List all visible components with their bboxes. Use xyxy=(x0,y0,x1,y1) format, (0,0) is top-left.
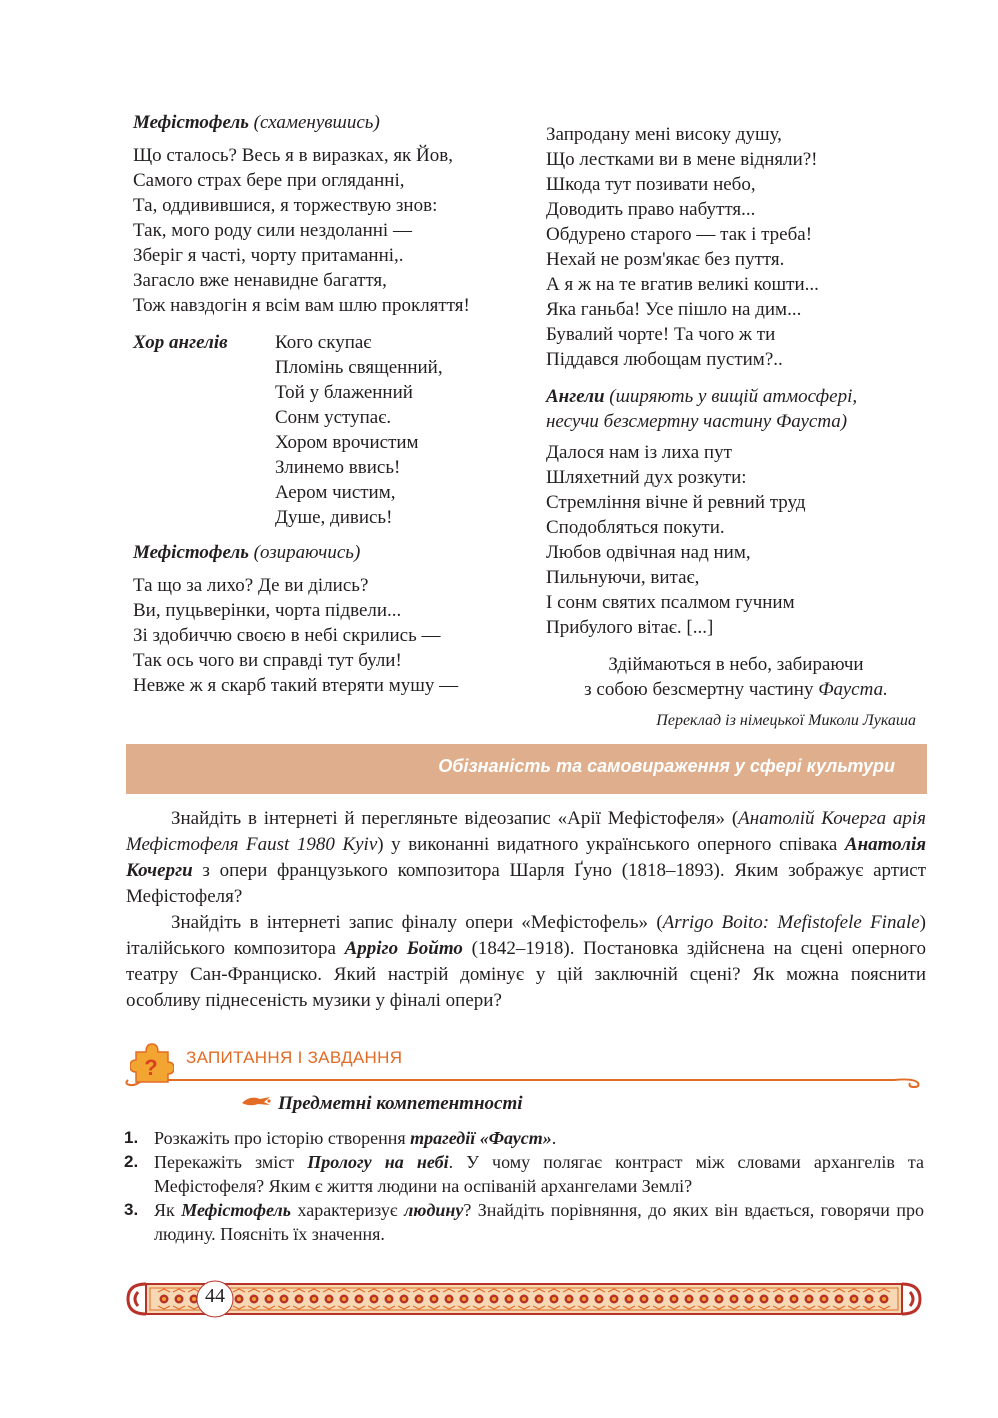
task-number: 2. xyxy=(124,1152,139,1171)
header-rule xyxy=(124,1074,924,1088)
task-number: 3. xyxy=(124,1200,139,1219)
task-list xyxy=(124,1126,924,1246)
verse-line: Злинемо ввись! xyxy=(275,457,401,478)
svg-text:?: ? xyxy=(144,1055,158,1080)
culture-banner xyxy=(126,744,927,794)
verse-block xyxy=(133,573,533,698)
key-term: трагедії «Фауст» xyxy=(410,1128,552,1148)
verse-line: Тож навздогін я всім вам шлю прокляття! xyxy=(133,295,470,316)
verse-line: Зберіг я часті, чорту притаманні,. xyxy=(133,245,404,266)
choir-block xyxy=(133,330,533,530)
verse-line: Шкода тут позивати небо, xyxy=(546,174,756,195)
task-text xyxy=(154,1198,924,1246)
paragraph xyxy=(126,806,926,910)
verse-line: Так, мого роду сили нездоланні — xyxy=(133,220,412,241)
page-number: 44 xyxy=(198,1285,232,1308)
verse-line: Любов одвічная над ним, xyxy=(546,542,751,563)
text: (1842–1918). Постановка здійснена на сцені оперного театру Сан-Франциско. Який настрій домінує у цій заключній сцені? Як можна пояснити особливу піднесеність музики у фіналі опери? xyxy=(126,938,926,1011)
verse-line: Той у блаженний xyxy=(275,382,413,403)
verse-line: Нехай не розм'якає без пуття. xyxy=(546,249,785,270)
text: ) італійського композитора xyxy=(126,912,926,959)
verse-line: Кого скупає xyxy=(275,332,372,353)
translation-credit: Переклад із німецької Миколи Лукаша xyxy=(656,712,916,729)
verse-line: Шляхетний дух розкути: xyxy=(546,467,747,488)
subheading-text: Предметні компетентності xyxy=(278,1093,523,1114)
task-number: 1. xyxy=(124,1128,139,1147)
questions-header xyxy=(124,1038,924,1088)
verse-line: Пильнуючи, витає, xyxy=(546,567,700,588)
verse-line: Хором врочистим xyxy=(275,432,419,453)
text: Розкажіть про історію створення xyxy=(154,1128,411,1148)
speaker-heading xyxy=(133,110,533,135)
verse-line: Прибулого вітає. [...] xyxy=(546,617,714,638)
verse-line: Загасло вже ненавидне багаття, xyxy=(133,270,387,291)
text: ) у виконанні видатного українського оперного співака xyxy=(377,834,845,855)
stage-direction: несучи безсмертну частину Фауста) xyxy=(546,411,848,432)
verse-line: Сподобляться покути. xyxy=(546,517,725,538)
ornament-border-icon xyxy=(124,1270,924,1328)
text: характеризує xyxy=(291,1200,405,1220)
speaker-name: Ангели xyxy=(546,386,605,407)
verse-line: Аером чистим, xyxy=(275,482,396,503)
stage-direction: (озираючись) xyxy=(253,542,361,563)
banner-title: Обізнаність та самовираження у сфері культури xyxy=(438,756,895,776)
choir-verse xyxy=(275,330,443,530)
verse-line: Душе, дивись! xyxy=(275,507,393,528)
verse-line: Невже ж я скарб такий втеряти мушу — xyxy=(133,675,459,696)
task-text xyxy=(154,1150,924,1198)
verse-line: Яка ганьба! Усе пішло на дим... xyxy=(546,299,802,320)
right-column xyxy=(546,122,926,733)
competences-subheading xyxy=(240,1093,523,1115)
verse-line: Ви, пуцьверінки, чорта підвели... xyxy=(133,600,402,621)
speaker-name: Мефістофель xyxy=(133,542,249,563)
verse-line: Далося нам із лиха пут xyxy=(546,442,732,463)
verse-line: Сонм уступає. xyxy=(275,407,392,428)
verse-line: Що лестками ви в мене відняли?! xyxy=(546,149,818,170)
text: . У чому полягає контраст між словами архангелів та Мефістофеля? Яким є життя людини на оспіваній архангелами Землі? xyxy=(154,1152,924,1196)
paragraph xyxy=(126,910,926,1014)
closing-line xyxy=(546,677,926,702)
verse-line: Так ось чого ви справді тут були! xyxy=(133,650,402,671)
key-term: Мефістофель xyxy=(181,1200,292,1220)
closing-text: з собою безсмертну частину xyxy=(584,679,819,700)
closing-line: Здіймаються в небо, забираючи xyxy=(608,654,864,675)
verse-line: Запродану мені високу душу, xyxy=(546,124,782,145)
task-text xyxy=(154,1126,924,1150)
key-term: Прологу на небі xyxy=(307,1152,449,1172)
verse-line: Бувалий чорте! Та чого ж ти xyxy=(546,324,776,345)
task-item xyxy=(124,1150,924,1198)
video-title: Анатолій Кочерга арія Мефістофеля Faust 1980 Kyiv xyxy=(126,808,927,855)
performer-name: Анатолія Кочерги xyxy=(126,834,927,881)
task-item xyxy=(124,1198,924,1246)
left-column xyxy=(133,110,533,710)
verse-block xyxy=(546,122,926,372)
stage-direction: (ширяють у вищій атмосфері, xyxy=(609,386,858,407)
verse-line: А я ж на те вгатив великі кошти... xyxy=(546,274,819,295)
text: . xyxy=(551,1128,557,1148)
puzzle-question-icon xyxy=(130,1042,174,1084)
verse-line: Та що за лихо? Де ви ділись? xyxy=(133,575,369,596)
speaker-name: Мефістофель xyxy=(133,112,249,133)
verse-line: Самого страх бере при огляданні, xyxy=(133,170,405,191)
speaker-name: Хор ангелів xyxy=(133,332,228,353)
closing-stage-direction xyxy=(546,652,926,702)
verse-block xyxy=(546,440,926,640)
verse-block xyxy=(133,143,533,318)
verse-line: Піддався любощам пустим?.. xyxy=(546,349,783,370)
text: Як xyxy=(154,1200,182,1220)
verse-line: Та, оддивившися, я торжествую знов: xyxy=(133,195,438,216)
quill-icon xyxy=(240,1093,272,1115)
speaker-heading xyxy=(133,540,533,565)
text: ? Знайдіть порівняння, до яких він вдається, говорячи про людину. Поясніть їх значення. xyxy=(154,1200,924,1244)
questions-title: ЗАПИТАННЯ І ЗАВДАННЯ xyxy=(186,1048,403,1067)
task-item xyxy=(124,1126,924,1150)
text: з опери французького композитора Шарля Ґуно (1818–1893). Яким зображує артист Мефістофеля? xyxy=(126,860,926,907)
key-term: людину xyxy=(404,1200,464,1220)
verse-line: Що сталось? Весь я в виразках, як Йов, xyxy=(133,145,453,166)
video-title: Arrigo Boito: Mefistofele Finale xyxy=(662,912,920,933)
stage-direction: (схаменувшись) xyxy=(253,112,380,133)
verse-line: Зі здобиччю своєю в небі скрились — xyxy=(133,625,441,646)
verse-line: Стремління вічне й ревний труд xyxy=(546,492,806,513)
verse-line: І сонм святих псалмом гучним xyxy=(546,592,795,613)
footer-ornament xyxy=(124,1270,924,1328)
closing-name: Фауста. xyxy=(818,679,888,700)
text: Перекажіть зміст xyxy=(154,1152,308,1172)
text: Знайдіть в інтернеті й перегляньте відеозапис «Арії Мефістофеля» ( xyxy=(171,808,739,829)
speaker-heading xyxy=(546,384,926,434)
verse-line: Доводить право набуття... xyxy=(546,199,756,220)
verse-line: Обдурено старого — так і треба! xyxy=(546,224,813,245)
composer-name: Арріго Бойто xyxy=(344,938,463,959)
verse-line: Пломінь священний, xyxy=(275,357,443,378)
text: Знайдіть в інтернеті запис фіналу опери «Мефістофель» ( xyxy=(171,912,663,933)
prose-section xyxy=(126,806,926,1014)
